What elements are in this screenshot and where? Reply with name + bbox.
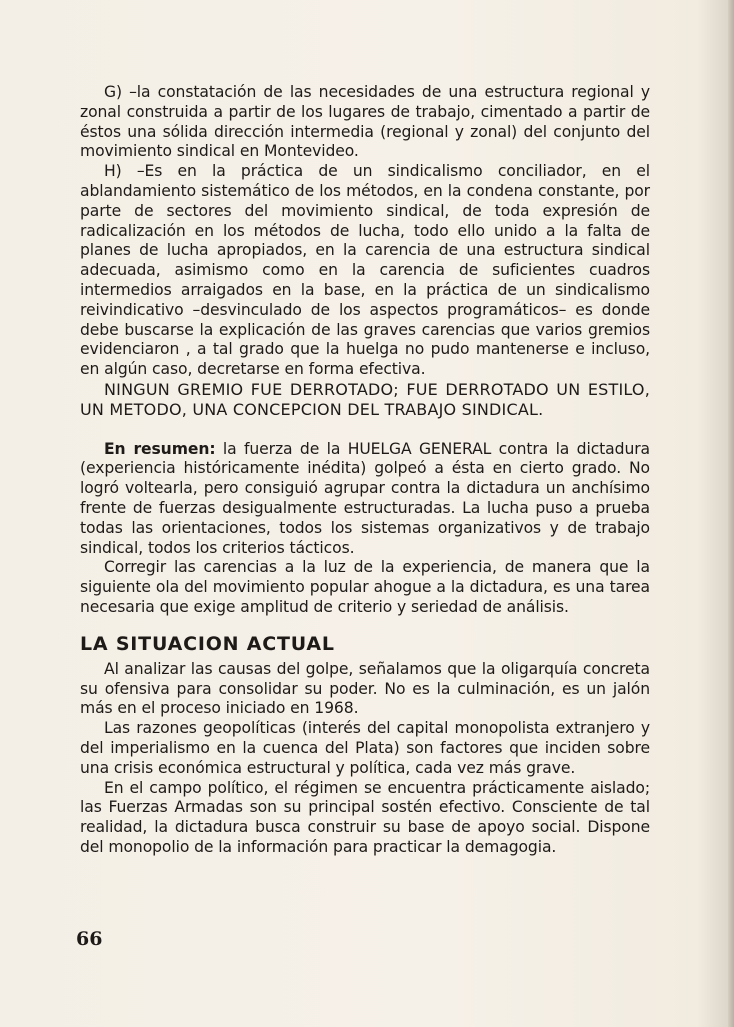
summary-text: la fuerza de la HUELGA GENERAL contra la dictadura (experiencia históricamente inédita) golpeó a ésta en cierto grado. No logró voltearla, pero consiguió agrupar contra la dictadura un anchísimo frente de fuerzas desigualmente estructuradas. La lucha puso a prueba todas las orientaciones, todos los sistemas organizativos y de trabajo sindical, todos los criterios tácticos.	[80, 439, 650, 557]
paragraph-gap	[80, 420, 650, 440]
paragraph-h: H) –Es en la práctica de un sindicalismo conciliador, en el ablandamiento sistemático de los métodos, en la condena constante, por parte de sectores del movimiento sindical, de toda expresión de radicalización en los métodos de lucha, todo ello unido a la falta de planes de lucha apropiados, en la carencia de una estructura sindical adecuada, asimismo como en la carencia de suficientes cuadros intermedios arraigados en la base, en la práctica de un sindicalismo reivindicativo –desvinculado de los aspectos programáticos– es donde debe buscarse la explicación de las graves carencias que varios gremios evidenciaron , a tal grado que la huelga no pudo mantenerse e incluso, en algún caso, decretarse en forma efectiva.	[80, 162, 650, 379]
summary-paragraph	[80, 440, 650, 559]
paragraph-caps-statement: NINGUN GREMIO FUE DERROTADO; FUE DERROTADO UN ESTILO, UN METODO, UNA CONCEPCION DEL TRABAJO SINDICAL.	[80, 379, 650, 419]
section-heading: LA SITUACION ACTUAL	[80, 632, 335, 655]
page-content	[80, 83, 650, 858]
paragraph-g: G) –la constatación de las necesidades de una estructura regional y zonal construida a partir de los lugares de trabajo, cimentado a partir de éstos una sólida dirección intermedia (regional y zonal) del conjunto del movimiento sindical en Montevideo.	[80, 83, 650, 161]
page-number: 66	[76, 928, 103, 950]
page-spine-shadow	[728, 0, 734, 1027]
situation-paragraph-3: En el campo político, el régimen se encuentra prácticamente aislado; las Fuerzas Armadas son su principal sostén efectivo. Consciente de tal realidad, la dictadura busca construir su base de apoyo social. Dispone del monopolio de la información para practicar la demagogia.	[80, 778, 650, 856]
situation-paragraph-2: Las razones geopolíticas (interés del capital monopolista extranjero y del imperialismo en la cuenca del Plata) son factores que inciden sobre una crisis económica estructural y política, cada vez más grave.	[80, 719, 650, 777]
summary-paragraph-2: Corregir las carencias a la luz de la experiencia, de manera que la siguiente ola del movimiento popular ahogue a la dictadura, es una tarea necesaria que exige amplitud de criterio y seriedad de análisis.	[80, 558, 650, 616]
summary-lead: En resumen:	[104, 439, 216, 458]
situation-paragraph-1: Al analizar las causas del golpe, señalamos que la oligarquía concreta su ofensiva para consolidar su poder. No es la culminación, es un jalón más en el proceso iniciado en 1968.	[80, 659, 650, 718]
